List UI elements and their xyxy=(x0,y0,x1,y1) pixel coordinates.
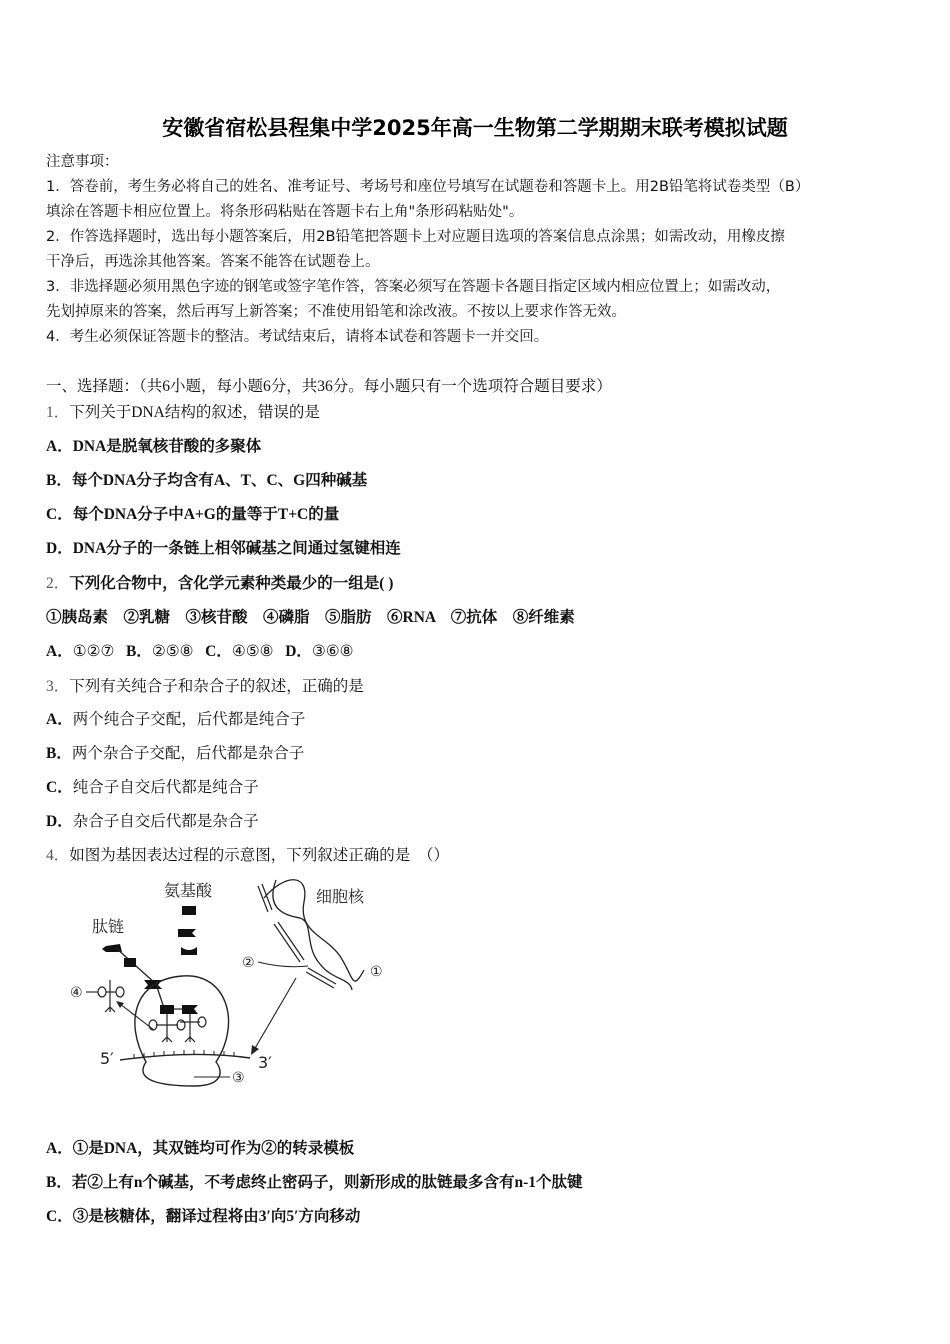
option-text: 若②上有n个碱基，不考虑终止密码子，则新形成的肽链最多含有n-1个肽键 xyxy=(71,1174,583,1191)
option-letter: C． xyxy=(46,779,73,796)
option-letter: B． xyxy=(46,1174,72,1191)
question-3-option-d xyxy=(46,809,259,831)
amino-acid-block xyxy=(181,947,197,955)
label-4: ④ xyxy=(70,985,83,1001)
option-text: ②⑤⑧ xyxy=(151,643,194,660)
question-text: 如图为基因表达过程的示意图，下列叙述正确的是 （） xyxy=(69,847,450,864)
option-letter: A． xyxy=(46,1140,73,1157)
compound-list: ①胰岛素 ②乳糖 ③核苷酸 ④磷脂 ⑤脂肪 ⑥RNA ⑦抗体 ⑧纤维素 xyxy=(46,609,575,626)
question-1-stem xyxy=(46,400,320,422)
five-prime-label: 5′ xyxy=(100,1049,114,1068)
notice-heading: 注意事项： xyxy=(46,154,119,170)
question-2-options xyxy=(46,639,354,661)
question-3-option-b xyxy=(46,741,304,763)
notice-line: 1．答卷前，考生务必将自己的姓名、准考证号、考场号和座位号填写在试题卷和答题卡上。用2B铅笔将试卷类型（B） xyxy=(46,179,810,195)
option-text: 两个杂合子交配，后代都是杂合子 xyxy=(71,745,305,762)
question-3-option-c xyxy=(46,775,259,797)
option-letter: C． xyxy=(46,506,73,523)
gene-expression-diagram xyxy=(64,872,404,1094)
mrna-transcript xyxy=(258,962,308,967)
question-4-option-b xyxy=(46,1170,583,1192)
option-letter: C． xyxy=(46,1208,73,1225)
question-1-option-b xyxy=(46,468,367,490)
option-text: 每个DNA分子中A+G的量等于T+C的量 xyxy=(72,506,340,523)
option-text: 纯合子自交后代都是纯合子 xyxy=(72,779,259,796)
option-letter: D． xyxy=(46,813,73,830)
question-2-stem xyxy=(46,571,393,593)
option-text: 两个纯合子交配，后代都是纯合子 xyxy=(72,711,306,728)
label-2: ② xyxy=(242,955,255,971)
question-4-stem xyxy=(46,843,449,865)
option-letter: C． xyxy=(205,643,232,660)
section-heading: 一、选择题：（共6小题，每小题6分，共36分。每小题只有一个选项符合题目要求） xyxy=(46,378,612,395)
option-text: ③⑥⑧ xyxy=(311,643,354,660)
option-text: ③是核糖体，翻译过程将由3′向5′方向移动 xyxy=(72,1208,361,1225)
amino-acid-block xyxy=(178,929,196,937)
question-1-option-c xyxy=(46,502,339,524)
peptide-chain-label: 肽链 xyxy=(92,917,125,936)
option-letter: B． xyxy=(46,745,72,762)
option-letter: A． xyxy=(46,643,73,660)
nucleus-label: 细胞核 xyxy=(316,887,365,906)
notice-line: 4．考生必须保证答题卡的整洁。考试结束后，请将本试卷和答题卡一并交回。 xyxy=(46,329,549,345)
option-letter: B． xyxy=(46,472,72,489)
option-letter: A． xyxy=(46,711,73,728)
peptide-residue xyxy=(124,958,136,967)
question-text: 下列关于DNA结构的叙述，错误的是 xyxy=(69,404,320,421)
notice-line: 填涂在答题卡相应位置上。将条形码粘贴在答题卡右上角"条形码粘贴处"。 xyxy=(46,204,524,220)
three-prime-label: 3′ xyxy=(258,1053,272,1072)
question-number: 2． xyxy=(46,575,70,592)
option-letter: B． xyxy=(126,643,152,660)
page-title: 安徽省宿松县程集中学2025年高一生物第二学期期末联考模拟试题 xyxy=(162,116,788,140)
notice-line: 3．非选择题必须用黑色字迹的钢笔或签字笔作答，答案必须写在答题卡各题目指定区域内相应位置上；如需改动， xyxy=(46,279,781,295)
option-letter: D． xyxy=(285,643,312,660)
option-text: DNA分子的一条链上相邻碱基之间通过氢键相连 xyxy=(72,540,401,557)
question-2-items xyxy=(46,605,575,627)
question-number: 4． xyxy=(46,847,70,864)
option-text: 杂合子自交后代都是杂合子 xyxy=(72,813,259,830)
notice-line: 干净后，再选涂其他答案。答案不能答在试题卷上。 xyxy=(46,254,380,270)
option-text: 每个DNA分子均含有A、T、C、G四种碱基 xyxy=(71,472,368,489)
notice-section xyxy=(46,150,916,350)
mrna-strand xyxy=(120,1054,250,1060)
amino-acid-block xyxy=(182,906,196,915)
question-1-option-d xyxy=(46,536,401,558)
amino-acid-label: 氨基酸 xyxy=(164,881,213,900)
question-3-stem xyxy=(46,674,364,696)
question-4-option-c xyxy=(46,1204,360,1226)
question-number: 1． xyxy=(46,404,70,421)
label-1: ① xyxy=(370,964,383,980)
question-text: 下列化合物中，含化学元素种类最少的一组是( ) xyxy=(69,575,394,592)
label-3: ③ xyxy=(232,1070,245,1086)
ribosome-outline xyxy=(135,976,229,1086)
trna-icon xyxy=(149,1014,185,1042)
question-1-option-a xyxy=(46,434,261,456)
question-text: 下列有关纯合子和杂合子的叙述，正确的是 xyxy=(69,678,364,695)
notice-line: 先划掉原来的答案，然后再写上新答案；不准使用铅笔和涂改液。不按以上要求作答无效。 xyxy=(46,304,626,320)
question-4-option-a xyxy=(46,1136,354,1158)
question-number: 3． xyxy=(46,678,70,695)
option-text: ①②⑦ xyxy=(72,643,115,660)
question-3-option-a xyxy=(46,707,305,729)
option-letter: A． xyxy=(46,438,73,455)
option-letter: D． xyxy=(46,540,73,557)
option-text: ①是DNA，其双链均可作为②的转录模板 xyxy=(72,1140,355,1157)
option-text: ④⑤⑧ xyxy=(231,643,274,660)
option-text: DNA是脱氧核苷酸的多聚体 xyxy=(72,438,262,455)
notice-line: 2．作答选择题时，选出每小题答案后，用2B铅笔把答题卡上对应题目选项的答案信息点涂黑；如需改动，用橡皮擦 xyxy=(46,229,785,245)
